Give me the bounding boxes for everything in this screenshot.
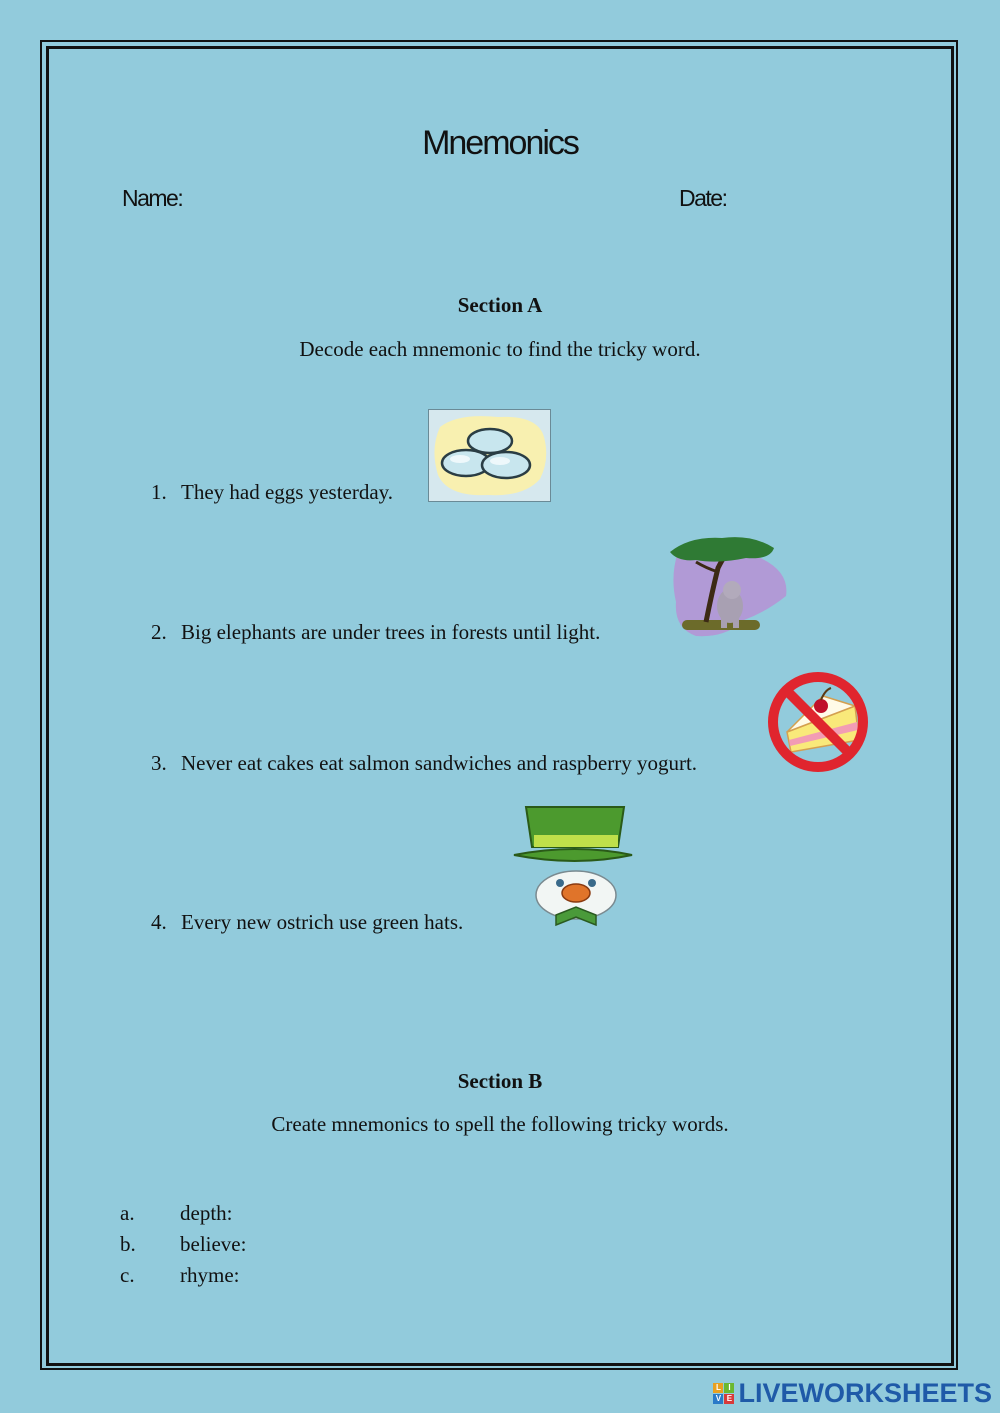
- item-letter: c.: [120, 1263, 135, 1287]
- date-label: Date:: [679, 185, 727, 211]
- item-word: believe:: [180, 1232, 247, 1256]
- liveworksheets-logo-icon: L I V E: [713, 1383, 734, 1404]
- ostrich-hat-icon: [512, 803, 652, 933]
- mnemonic-item-2: [151, 620, 600, 645]
- mnemonic-item-3: [151, 751, 697, 776]
- item-text: Big elephants are under trees in forests until light.: [181, 620, 601, 644]
- item-number: 3.: [151, 751, 167, 775]
- eggs-icon: [428, 409, 551, 502]
- word-item-c: [120, 1263, 239, 1288]
- name-label: Name:: [122, 185, 183, 211]
- elephant-tree-icon: [666, 532, 790, 642]
- section-b-heading: Section B: [457, 1069, 543, 1093]
- word-item-a: [120, 1201, 233, 1226]
- item-word: rhyme:: [180, 1263, 240, 1287]
- item-text: Every new ostrich use green hats.: [181, 910, 464, 934]
- mnemonic-item-4: [151, 910, 463, 935]
- word-item-b: [120, 1232, 246, 1257]
- item-word: depth:: [180, 1201, 233, 1225]
- brand-text: LIVEWORKSHEETS: [738, 1378, 992, 1408]
- item-letter: b.: [120, 1232, 136, 1256]
- item-number: 2.: [151, 620, 167, 644]
- section-a-instruction: Decode each mnemonic to find the tricky word.: [299, 337, 701, 361]
- mnemonic-item-1: [151, 480, 393, 505]
- no-cake-icon: [759, 670, 877, 774]
- item-letter: a.: [120, 1201, 135, 1225]
- section-a-heading: Section A: [457, 293, 543, 317]
- section-b-instruction: Create mnemonics to spell the following tricky words.: [271, 1112, 729, 1136]
- item-number: 1.: [151, 480, 167, 504]
- item-number: 4.: [151, 910, 167, 934]
- item-text: They had eggs yesterday.: [181, 480, 394, 504]
- liveworksheets-brand: [713, 1378, 992, 1409]
- page-title: Mnemonics: [422, 124, 578, 162]
- item-text: Never eat cakes eat salmon sandwiches and raspberry yogurt.: [181, 751, 698, 775]
